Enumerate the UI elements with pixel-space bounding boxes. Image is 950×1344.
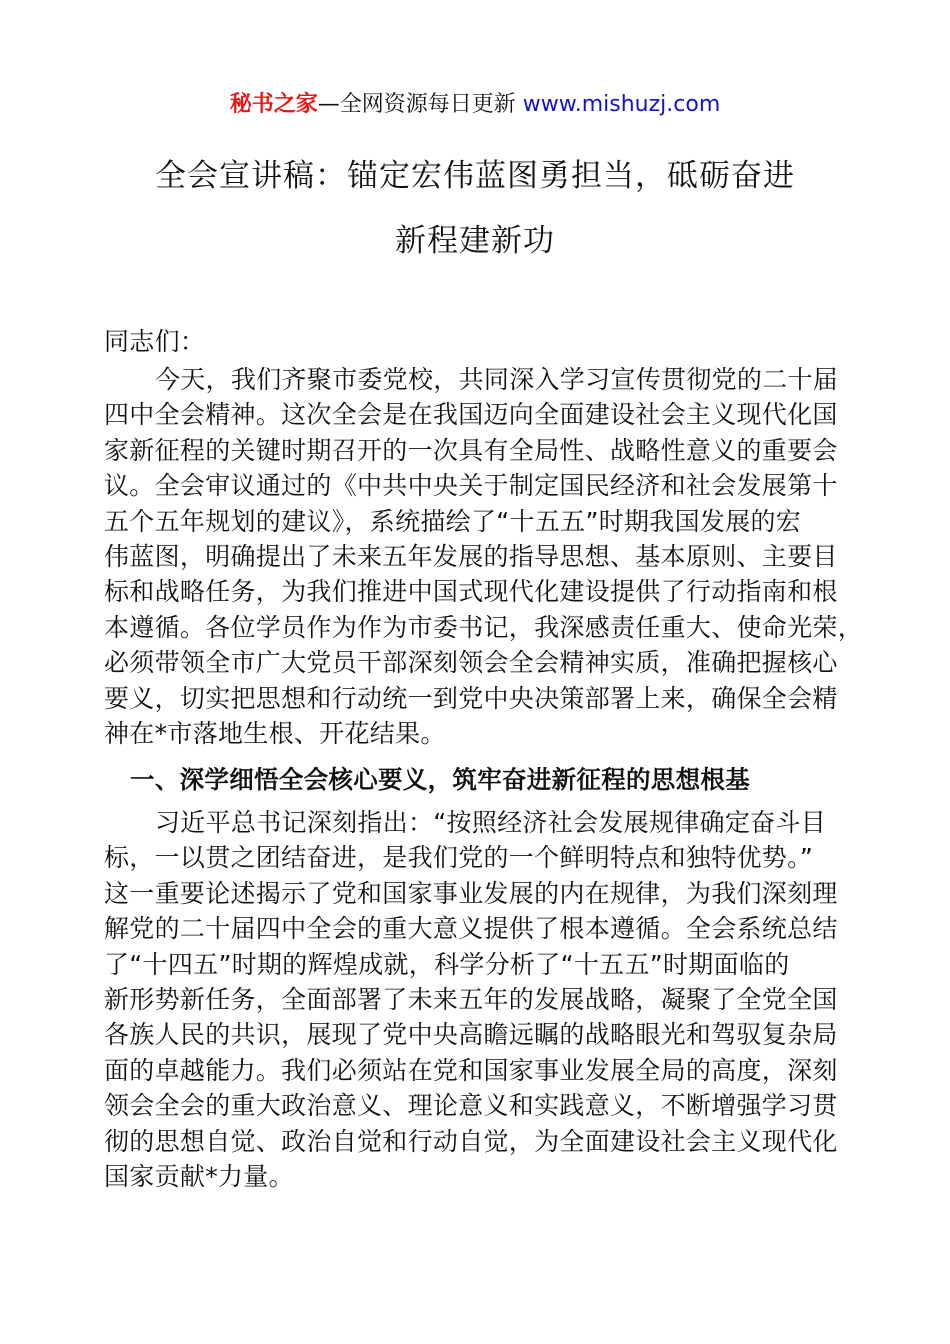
paragraph-line: 伟蓝图，明确提出了未来五年发展的指导思想、基本原则、主要目 [104,541,838,571]
paragraph-line: 彻的思想自觉、政治自觉和行动自觉，为全面建设社会主义现代化 [104,1126,838,1156]
salutation [104,324,864,359]
paragraph-line: 四中全会精神。这次全会是在我国迈向全面建设社会主义现代化国 [104,400,838,430]
paragraph-line: 五个五年规划的建议》，系统描绘了“十五五”时期我国发展的宏 [104,506,802,536]
section-heading-text: 一、深学细悟全会核心要义，筑牢奋进新征程的思想根基 [130,765,750,794]
site-tagline: —全网资源每日更新 [317,92,523,117]
paragraph-line: 国家贡献*力量。 [104,1161,294,1191]
paragraph-line: 这一重要论述揭示了党和国家事业发展的内在规律，为我们深刻理 [104,878,838,908]
section-heading-1 [104,762,864,797]
paragraph-line: 家新征程的关键时期召开的一次具有全局性、战略性意义的重要会 [104,435,838,465]
paragraph-intro [104,362,864,751]
paragraph-line: 解党的二十届四中全会的重大意义提供了根本遵循。全会系统总结 [104,914,838,944]
paragraph-line: 新形势新任务，全面部署了未来五年的发展战略，凝聚了全党全国 [104,984,838,1014]
paragraph-line: 领会全会的重大政治意义、理论意义和实践意义，不断增强学习贯 [104,1091,838,1121]
site-header [0,88,950,122]
paragraph-line: 各族人民的共识，展现了党中央高瞻远瞩的战略眼光和驾驭复杂局 [104,1020,838,1050]
paragraph-line: 要义，切实把思想和行动统一到党中央决策部署上来，确保全会精 [104,683,838,713]
paragraph-line: 标和战略任务，为我们推进中国式现代化建设提供了行动指南和根 [104,577,838,607]
salutation-text: 同志们： [104,327,206,356]
paragraph-line: 面的卓越能力。我们必须站在党和国家事业发展全局的高度，深刻 [104,1055,838,1085]
paragraph-line: 本遵循。各位学员作为作为市委书记，我深感责任重大、使命光荣， [104,612,864,642]
site-brand: 秘书之家 [229,92,318,117]
site-url-link[interactable]: www.mishuzj.com [522,92,721,117]
paragraph-line: 标，一以贯之团结奋进，是我们党的一个鲜明特点和独特优势。” [104,843,814,873]
paragraph-line: 习近平总书记深刻指出：“按照经济社会发展规律确定奋斗目 [155,808,827,837]
paragraph-line: 必须带领全市广大党员干部深刻领会全会精神实质，准确把握核心 [104,648,838,678]
document-title-line-2: 新程建新功 [395,223,555,259]
paragraph-line: 神在*市落地生根、开花结果。 [104,718,446,748]
paragraph-line: 了“十四五”时期的辉煌成就，科学分析了“十五五”时期面临的 [104,949,790,979]
document-title-line-1: 全会宣讲稿：锚定宏伟蓝图勇担当，砥砺奋进 [155,158,795,194]
paragraph-line: 今天，我们齐聚市委党校，共同深入学习宣传贯彻党的二十届 [155,365,839,394]
paragraph-section-1 [104,805,864,1194]
paragraph-line: 议。全会审议通过的《中共中央关于制定国民经济和社会发展第十 [104,471,838,501]
